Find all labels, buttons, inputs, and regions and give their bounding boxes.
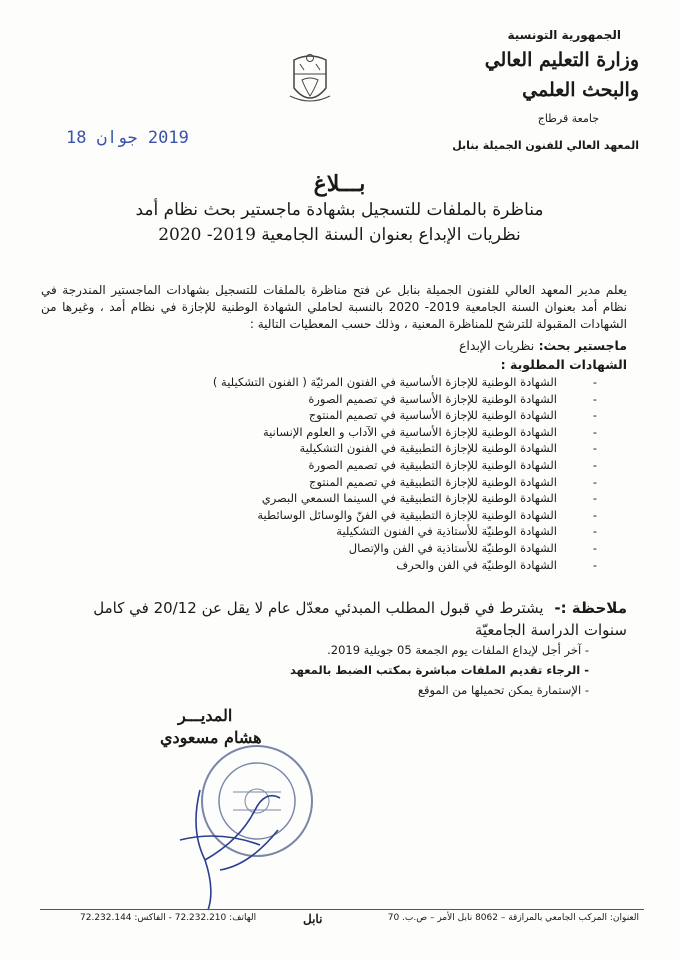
tunisia-emblem-icon	[288, 50, 332, 110]
list-item: - الشهادة الوطنية للإجازة التطبيقية في تصميم المنتوج	[117, 474, 597, 491]
master-value: نظريات الإبداع	[458, 338, 535, 353]
list-item: - الشهادة الوطنية للإجازة الأساسية في تصميم الصورة	[117, 391, 597, 408]
note-text: يشترط في قبول المطلب المبدئي معدّل عام لا يقل عن 20/12 في كامل سنوات الدراسة الجامعيّة	[93, 599, 627, 639]
signatory-name: هشام مسعودي	[160, 728, 262, 747]
announcement-title	[0, 170, 679, 248]
remark-deadline: - آخر أجل لإيداع الملفات يوم الجمعة 05 جويلية 2019.	[327, 643, 589, 657]
footer-fax: الفاكس: 72.232.144	[80, 913, 166, 923]
letterhead	[429, 28, 639, 152]
certificates-list	[117, 374, 597, 573]
footer-address: العنوان: المركب الجامعي بالمرازقة – 8062 نابل الأمر – ص.ب. 70	[387, 913, 639, 923]
date-stamp: 2019 جوان 18	[66, 128, 189, 148]
list-item: - الشهادة الوطنية للإجازة الأساسية في تصميم المنتوج	[117, 407, 597, 424]
master-row	[459, 338, 627, 353]
list-item: - الشهادة الوطنية للإجازة الأساسية في الفنون المرئيّة ( الفنون التشكيلية )	[117, 374, 597, 391]
master-label: ماجستير بحث:	[538, 338, 627, 353]
signatory-role: المديـــر	[178, 706, 233, 725]
remark-form: - الإستمارة يمكن تحميلها من الموقع	[417, 683, 589, 697]
list-item: - الشهادة الوطنية للإجازة التطبيقية في تصميم الصورة	[117, 457, 597, 474]
university-label: جامعة قرطاج	[537, 112, 599, 125]
title-line-1: مناظرة بالملفات للتسجيل بشهادة ماجستير بحث نظام أمد	[135, 200, 544, 220]
footer-logo: نابل	[303, 912, 323, 926]
remark-submission: - الرجاء تقديم الملفات مباشرة بمكتب الضبط بالمعهد	[289, 663, 589, 677]
ministry-line-1: وزارة التعليم العالي	[484, 49, 639, 71]
republic-label: الجمهورية التونسية	[507, 28, 621, 42]
footer-divider	[40, 909, 644, 910]
note-label: ملاحظة :-	[554, 599, 627, 617]
certificates-label: الشهادات المطلوبة :	[500, 357, 627, 372]
list-item: - الشهادة الوطنيّة للأستاذية في الفن والإتصال	[117, 540, 597, 557]
list-item: - الشهادة الوطنية للإجازة التطبيقية في الفنّ والوسائل الوسائطية	[117, 507, 597, 524]
title-main: بـــلاغ	[313, 171, 366, 197]
list-item: - الشهادة الوطنيّة للأستاذية في الفنون التشكيلية	[117, 523, 597, 540]
footer-phone: الهاتف: 72.232.210	[174, 913, 257, 923]
institute-label: المعهد العالي للفنون الجميلة بنابل	[452, 139, 639, 152]
list-item: - الشهادة الوطنية للإجازة الأساسية في الآداب و العلوم الإنسانية	[117, 424, 597, 441]
title-line-2: نظريات الإبداع بعنوان السنة الجامعية 2019- 2020	[158, 225, 521, 245]
ministry-line-2: والبحث العلمي	[522, 79, 639, 101]
list-item: - الشهادة الوطنية للإجازة التطبيقية في السينما السمعي البصري	[117, 490, 597, 507]
note-block	[47, 597, 627, 641]
handwritten-signature	[160, 770, 310, 920]
footer-contacts: الهاتف: 72.232.210 - الفاكس: 72.232.144	[80, 913, 257, 923]
list-item: - الشهادة الوطنيّة في الفن والحرف	[117, 557, 597, 574]
list-item: - الشهادة الوطنية للإجازة التطبيقية في الفنون التشكيلية	[117, 440, 597, 457]
intro-paragraph: يعلم مدير المعهد العالي للفنون الجميلة بنابل عن فتح مناظرة بالملفات للتسجيل بشهادات الماجستير المندرجة في نظام أمد بعنوان السنة الجامعية 2019- 2020 بالنسبة لحاملي الشهادة الوطنية للإجازة في نظام أمد ، وغيرها من الشهادات المقبولة للترشح للمناظرة المعنية ، وذلك حسب المعطيات التالية :	[41, 283, 628, 331]
